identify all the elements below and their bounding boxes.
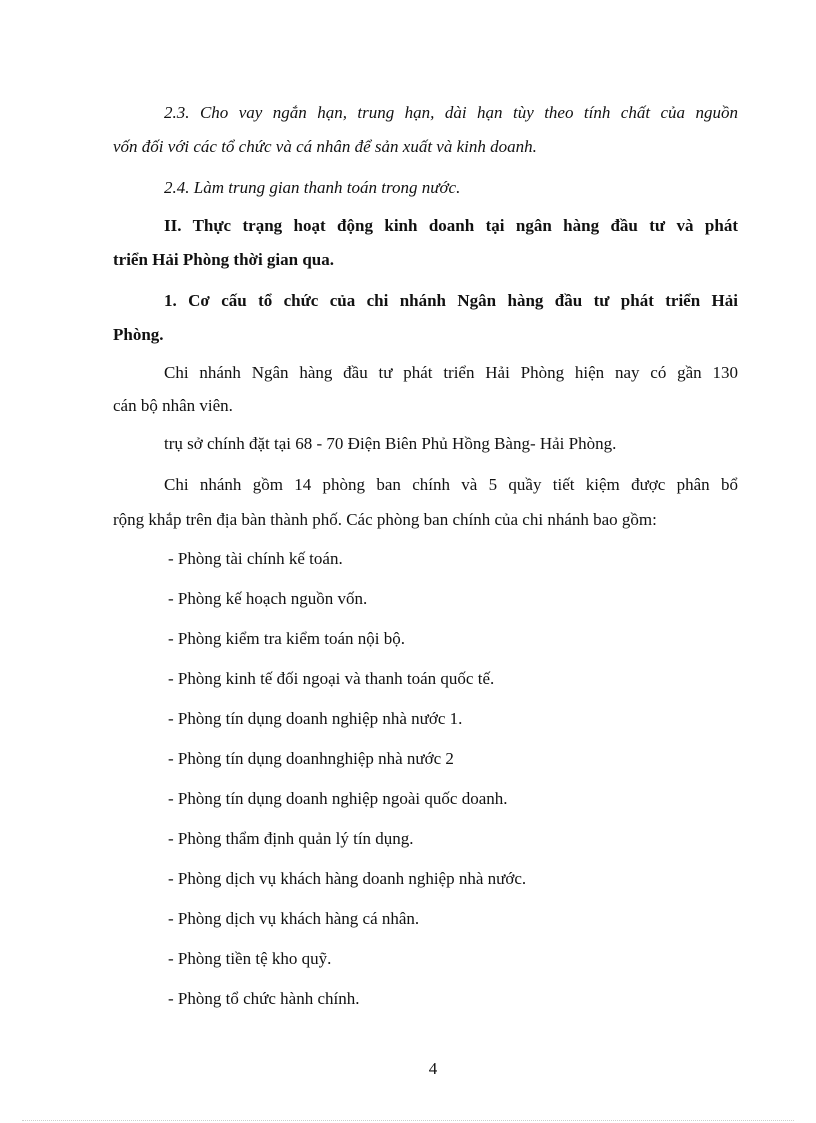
paragraph-departments-line-2: rộng khắp trên địa bàn thành phố. Các phòng ban chính của chi nhánh bao gồm:	[113, 510, 657, 529]
department-list-item: - Phòng dịch vụ khách hàng doanh nghiệp nhà nước.	[168, 869, 527, 888]
paragraph-2-4: 2.4. Làm trung gian thanh toán trong nước.	[164, 178, 461, 197]
department-list-item: - Phòng tín dụng doanh nghiệp ngoài quốc doanh.	[168, 789, 508, 808]
department-list-item: - Phòng tín dụng doanh nghiệp nhà nước 1.	[168, 709, 463, 728]
paragraph-staff-line-1: Chi nhánh Ngân hàng đầu tư phát triển Hải Phòng hiện nay có gần 130	[164, 363, 738, 382]
department-list-item: - Phòng thẩm định quản lý tín dụng.	[168, 829, 414, 848]
department-list-item: - Phòng tài chính kế toán.	[168, 549, 343, 568]
department-list-item: - Phòng kinh tế đối ngoại và thanh toán quốc tế.	[168, 669, 495, 688]
paragraph-headquarters: trụ sở chính đặt tại 68 - 70 Điện Biên Phủ Hồng Bàng- Hải Phòng.	[164, 434, 617, 453]
paragraph-2-3-line-2: vốn đối với các tổ chức và cá nhân để sản xuất và kinh doanh.	[113, 137, 537, 156]
section-heading-ii-line-2: triển Hải Phòng thời gian qua.	[113, 250, 335, 269]
department-list-item: - Phòng dịch vụ khách hàng cá nhân.	[168, 909, 420, 928]
paragraph-departments-line-1: Chi nhánh gồm 14 phòng ban chính và 5 quầy tiết kiệm được phân bổ	[164, 475, 738, 494]
paragraph-2-3-line-1: 2.3. Cho vay ngắn hạn, trung hạn, dài hạn tùy theo tính chất của nguồn	[164, 103, 738, 122]
paragraph-staff-line-2: cán bộ nhân viên.	[113, 396, 233, 415]
department-list-item: - Phòng kiểm tra kiểm toán nội bộ.	[168, 629, 406, 648]
section-heading-ii-line-1: II. Thực trạng hoạt động kinh doanh tại ngân hàng đầu tư và phát	[164, 216, 738, 235]
department-list-item: - Phòng kế hoạch nguồn vốn.	[168, 589, 368, 608]
bottom-dotted-rule	[22, 1120, 794, 1121]
department-list-item: - Phòng tiền tệ kho quỹ.	[168, 949, 332, 968]
subsection-heading-1-line-2: Phòng.	[113, 325, 164, 344]
department-list-item: - Phòng tín dụng doanhnghiệp nhà nước 2	[168, 749, 454, 768]
department-list-item: - Phòng tổ chức hành chính.	[168, 989, 360, 1008]
page-number: 4	[428, 1059, 438, 1078]
subsection-heading-1-line-1: 1. Cơ cấu tổ chức của chi nhánh Ngân hàng đầu tư phát triển Hải	[164, 291, 738, 310]
